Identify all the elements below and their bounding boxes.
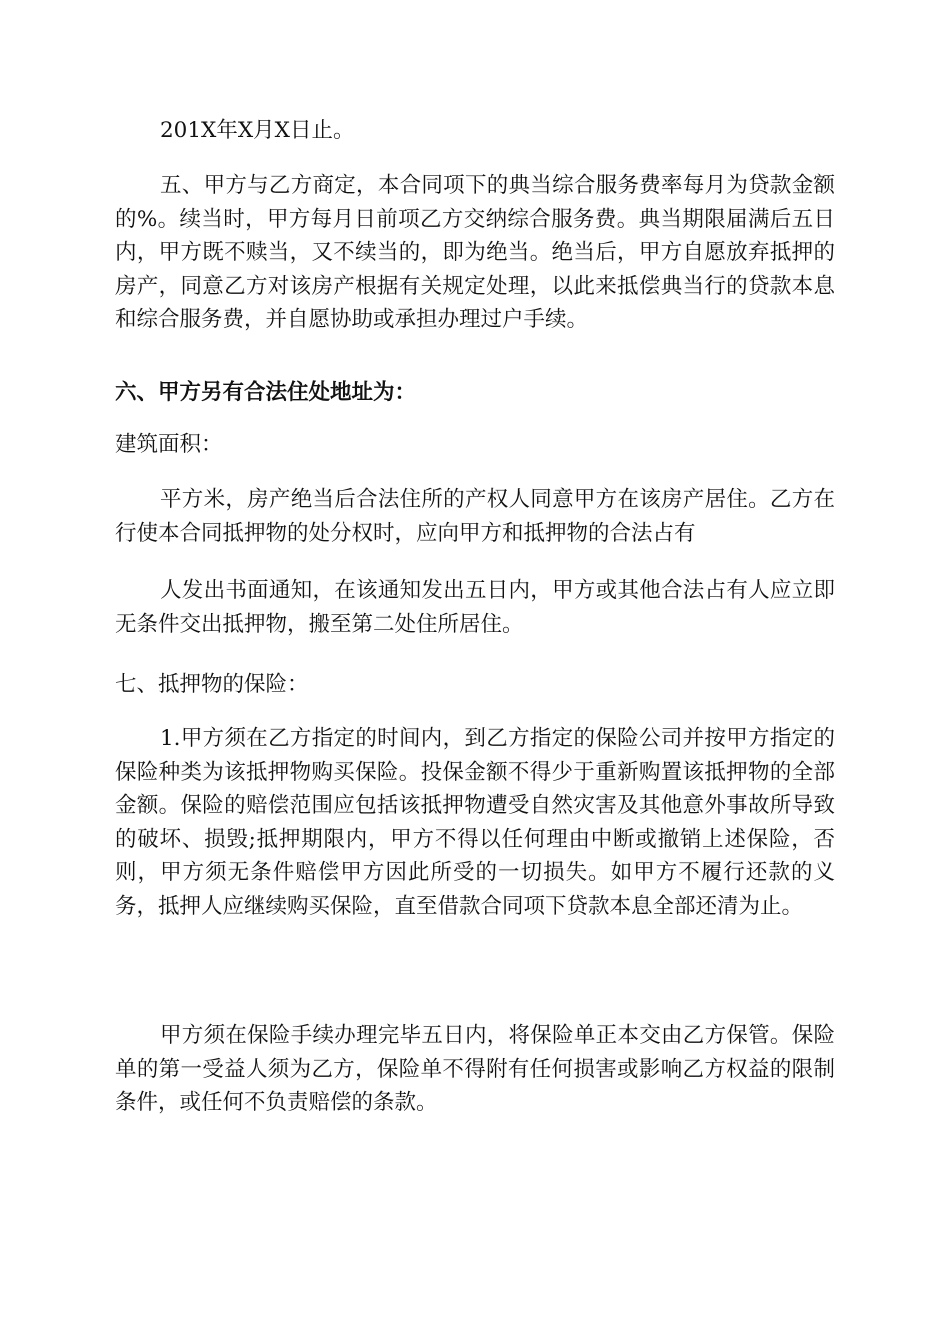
document-page [115, 0, 835, 1344]
paragraph-building-area: 建筑面积： [115, 432, 223, 457]
heading-section-7: 七、抵押物的保险： [115, 672, 309, 697]
paragraph-insurance-1: 1.甲方须在乙方指定的时间内，到乙方指定的保险公司并按甲方指定的保险种类为该抵押物购买保险。投保金额不得少于重新购置该抵押物的全部金额。保险的赔偿范围应包括该抵押物遭受自然灾害及其他意外事故所导致的破坏、损毁;抵押期限内，甲方不得以任何理由中断或撤销上述保险，否则，甲方须无条件赔偿甲方因此所受的一切损失。如甲方不履行还款的义务，抵押人应继续购买保险，直至借款合同项下贷款本息全部还清为止。 [115, 726, 835, 919]
heading-section-6: 六、甲方另有合法住处地址为： [115, 380, 417, 405]
paragraph-square-meters: 平方米，房产绝当后合法住所的产权人同意甲方在该房产居住。乙方在行使本合同抵押物的处分权时，应向甲方和抵押物的合法占有 [115, 487, 835, 546]
paragraph-insurance-policy: 甲方须在保险手续办理完毕五日内，将保险单正本交由乙方保管。保险单的第一受益人须为乙方，保险单不得附有任何损害或影响乙方权益的限制条件，或任何不负责赔偿的条款。 [115, 1023, 835, 1115]
paragraph-section-5: 五、甲方与乙方商定，本合同项下的典当综合服务费率每月为贷款金额的%。续当时，甲方每月日前项乙方交纳综合服务费。典当期限届满后五日内，甲方既不赎当，又不续当的，即为绝当。绝当后，甲方自愿放弃抵押的房产，同意乙方对该房产根据有关规定处理，以此来抵偿典当行的贷款本息和综合服务费，并自愿协助或承担办理过户手续。 [115, 173, 835, 332]
paragraph-notice: 人发出书面通知，在该通知发出五日内，甲方或其他合法占有人应立即无条件交出抵押物，搬至第二处住所居住。 [115, 578, 835, 637]
paragraph-date-end: 201X年X月X日止。 [160, 118, 355, 143]
